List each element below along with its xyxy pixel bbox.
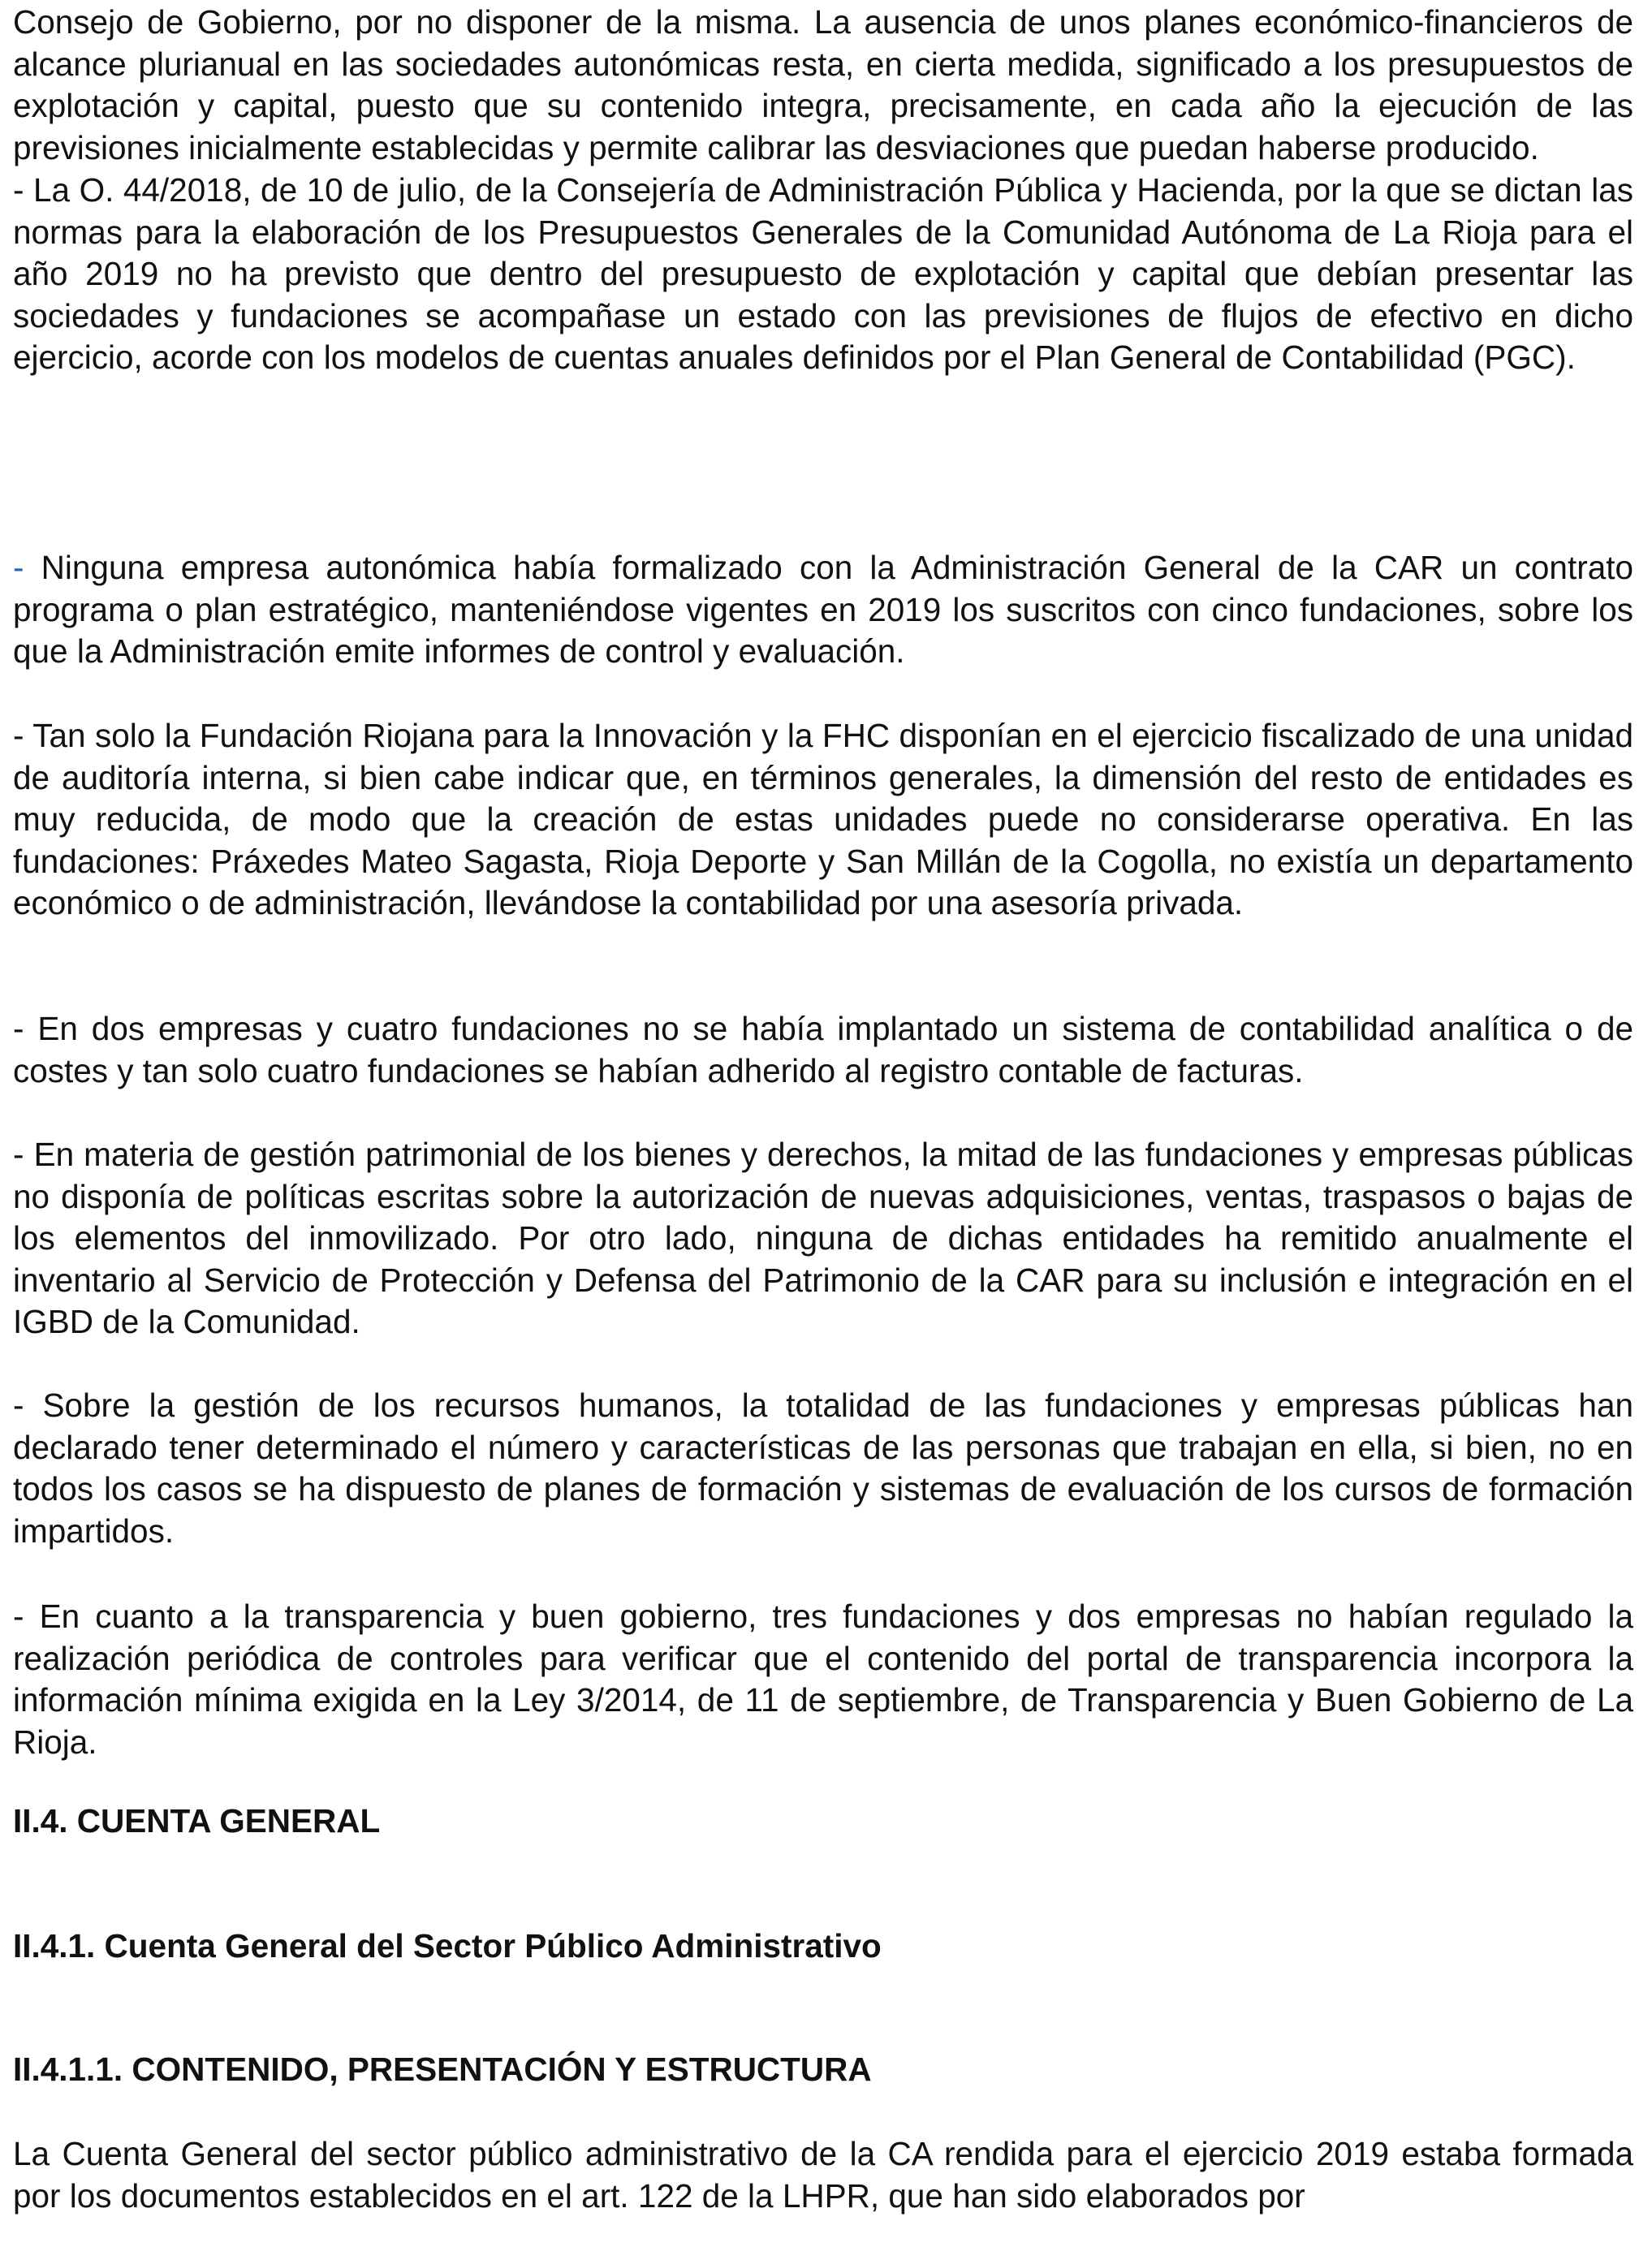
paragraph-consejo-gobierno: Consejo de Gobierno, por no disponer de la misma. La ausencia de unos planes económico-financieros de alcance plurianual en las sociedades autonómicas resta, en cierta medida, significado a los presupuestos de explotación y capital, puesto que su contenido integra, precisamente, en cada año la ejecución de las previsiones inicialmente establecidas y permite calibrar las desviaciones que puedan haberse producido. bbox=[13, 3, 1633, 166]
subsection-heading-sector-publico: II.4.1. Cuenta General del Sector Público Administrativo bbox=[13, 1927, 882, 1965]
paragraph-contrato-programa bbox=[13, 547, 1633, 673]
subsubsection-heading-contenido: II.4.1.1. CONTENIDO, PRESENTACIÓN Y ESTRUCTURA bbox=[13, 2051, 872, 2088]
paragraph-contabilidad-analitica: - En dos empresas y cuatro fundaciones no se había implantado un sistema de contabilidad analítica o de costes y tan solo cuatro fundaciones se habían adherido al registro contable de facturas. bbox=[13, 1010, 1633, 1089]
section-heading-cuenta-general: II.4. CUENTA GENERAL bbox=[13, 1802, 381, 1839]
paragraph-auditoria-interna: - Tan solo la Fundación Riojana para la Innovación y la FHC disponían en el ejercicio fiscalizado de una unidad de auditoría interna, si bien cabe indicar que, en términos generales, la dimensión del resto de entidades es muy reducida, de modo que la creación de estas unidades puede no considerarse operativa. En las fundaciones: Práxedes Mateo Sagasta, Rioja Deporte y San Millán de la Cogolla, no existía un departamento económico o de administración, llevándose la contabilidad por una asesoría privada. bbox=[13, 717, 1633, 921]
paragraph-orden-44-2018: - La O. 44/2018, de 10 de julio, de la Consejería de Administración Pública y Hacienda, por la que se dictan las normas para la elaboración de los Presupuestos Generales de la Comunidad Autónoma de La Rioja para el año 2019 no ha previsto que dentro del presupuesto de explotación y capital que debían presentar las sociedades y fundaciones se acompañase un estado con las previsiones de flujos de efectivo en dicho ejercicio, acorde con los modelos de cuentas anuales definidos por el Plan General de Contabilidad (PGC). bbox=[13, 171, 1633, 376]
paragraph-gestion-patrimonial: - En materia de gestión patrimonial de los bienes y derechos, la mitad de las fundaciones y empresas públicas no disponía de políticas escritas sobre la autorización de nuevas adquisiciones, ventas, traspasos o bajas de los elementos del inmovilizado. Por otro lado, ninguna de dichas entidades ha remitido anualmente el inventario al Servicio de Protección y Defensa del Patrimonio de la CAR para su inclusión e integración en el IGBD de la Comunidad. bbox=[13, 1136, 1633, 1340]
list-dash-marker: - bbox=[13, 549, 24, 586]
paragraph-contrato-programa-text: Ninguna empresa autonómica había formalizado con la Administración General de la CAR un contrato programa o plan estratégico, manteniéndose vigentes en 2019 los suscritos con cinco fundaciones, sobre los que la Administración emite informes de control y evaluación. bbox=[13, 549, 1633, 670]
paragraph-transparencia: - En cuanto a la transparencia y buen gobierno, tres fundaciones y dos empresas no habían regulado la realización periódica de controles para verificar que el contenido del portal de transparencia incorpora la información mínima exigida en la Ley 3/2014, de 11 de septiembre, de Transparencia y Buen Gobierno de La Rioja. bbox=[13, 1598, 1633, 1761]
paragraph-recursos-humanos: - Sobre la gestión de los recursos humanos, la totalidad de las fundaciones y empresas públicas han declarado tener determinado el número y características de las personas que trabajan en ella, si bien, no en todos los casos se ha dispuesto de planes de formación y sistemas de evaluación de los cursos de formación impartidos. bbox=[13, 1387, 1633, 1550]
paragraph-cuenta-general-sector: La Cuenta General del sector público administrativo de la CA rendida para el ejercicio 2019 estaba formada por los documentos establecidos en el art. 122 de la LHPR, que han sido elaborados por bbox=[13, 2135, 1633, 2215]
